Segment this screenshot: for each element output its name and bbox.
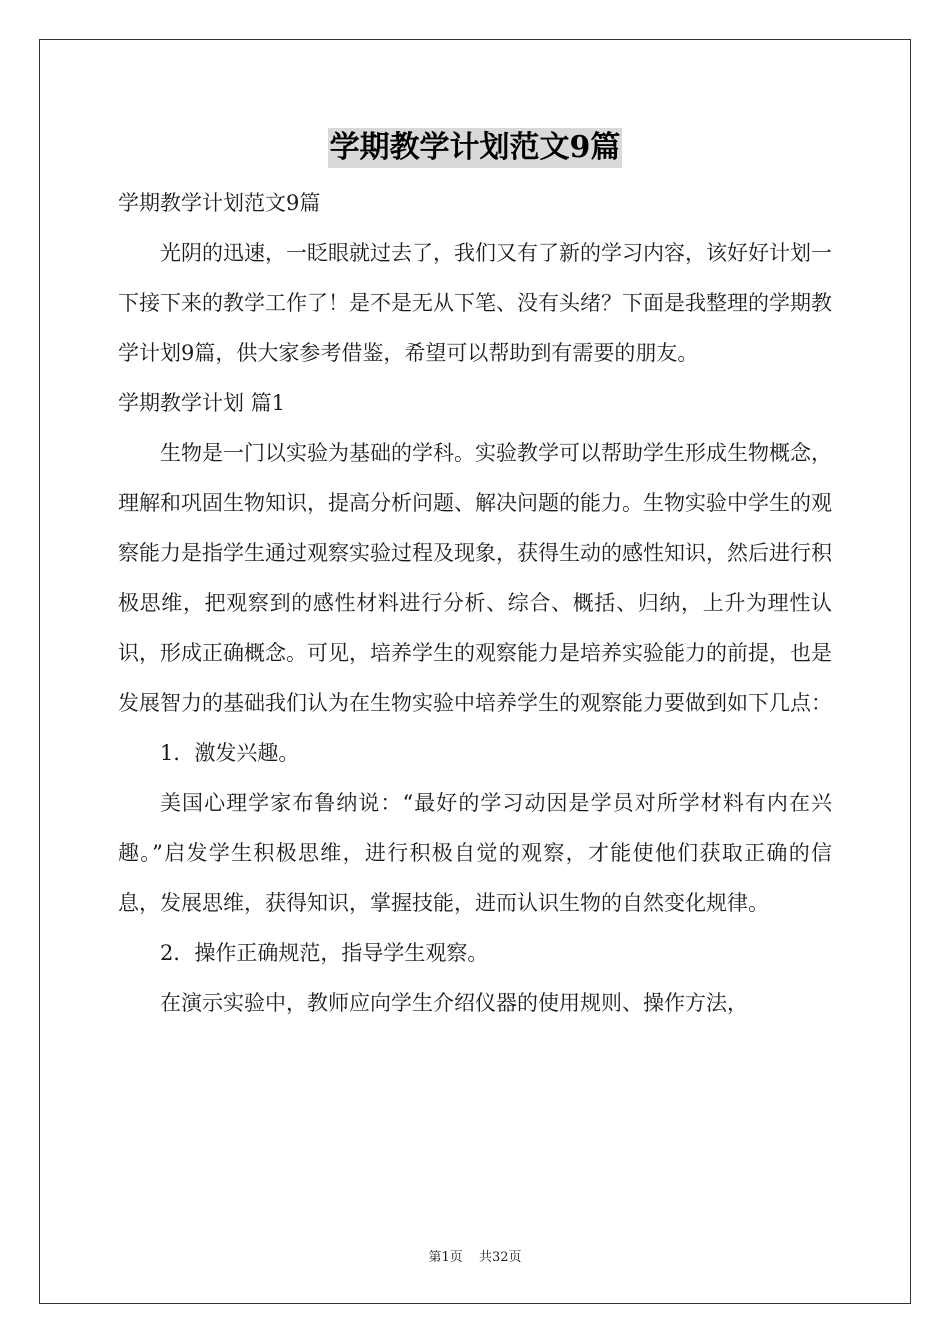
intro-paragraph: 光阴的迅速，一眨眼就过去了，我们又有了新的学习内容，该好好计划一下接下来的教学工作了！是不是无从下笔、没有头绪？下面是我整理的学期教学计划9篇，供大家参考借鉴，希望可以帮助到有需要的朋友。 — [118, 241, 832, 365]
page-number: 第1页 — [428, 1250, 463, 1265]
body-paragraph: 生物是一门以实验为基础的学科。实验教学可以帮助学生形成生物概念，理解和巩固生物知识，提高分析问题、解决问题的能力。生物实验中学生的观察能力是指学生通过观察实验过程及现象，获得生动的感性知识，然后进行积极思维，把观察到的感性材料进行分析、综合、概括、归纳，上升为理性认识，形成正确概念。可见，培养学生的观察能力是培养实验能力的前提，也是发展智力的基础我们认为在生物实验中培养学生的观察能力要做到如下几点： — [118, 441, 832, 715]
list-item-heading: 1．激发兴趣。 — [160, 741, 300, 765]
body-paragraph: 美国心理学家布鲁纳说：“最好的学习动因是学员对所学材料有内在兴趣。”启发学生积极思维，进行积极自觉的观察，才能使他们获取正确的信息，发展思维，获得知识，掌握技能，进而认识生物的自然变化规律。 — [118, 791, 832, 915]
title-container — [0, 128, 950, 168]
section-heading: 学期教学计划 篇1 — [118, 391, 286, 415]
total-pages: 共32页 — [478, 1250, 522, 1265]
body-paragraph: 在演示实验中，教师应向学生介绍仪器的使用规则、操作方法， — [160, 991, 748, 1015]
list-item-heading: 2．操作正确规范，指导学生观察。 — [160, 941, 489, 965]
document-title: 学期教学计划范文9篇 — [328, 128, 623, 168]
document-body — [118, 178, 832, 1028]
subtitle-line: 学期教学计划范文9篇 — [118, 191, 321, 215]
page-footer — [0, 1246, 950, 1265]
